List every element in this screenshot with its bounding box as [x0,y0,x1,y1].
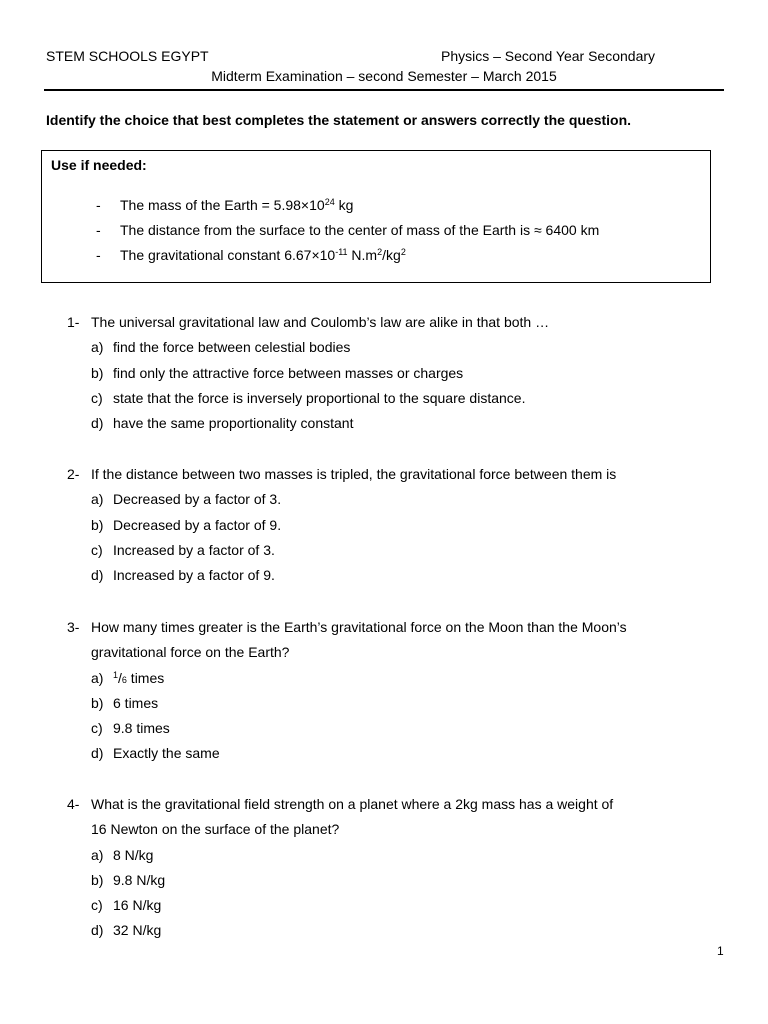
exam-title: Midterm Examination – second Semester – March 2015 [211,68,557,84]
option-c: c) 16 N/kg [91,897,162,914]
option-b: b) 9.8 N/kg [91,871,166,888]
option-c: c) Increased by a factor of 3. [91,541,275,558]
page-number: 1 [717,944,724,958]
constants-box [41,150,711,283]
question-1 [67,312,549,438]
option-a: a) Decreased by a factor of 3. [91,491,282,508]
fraction-slash: / [118,669,122,686]
header-divider [44,89,724,91]
question-text-cont: 16 Newton on the surface of the planet? [91,821,340,838]
question-number: 4- [67,796,80,812]
instruction-text: Identify the choice that best completes the statement or answers correctly the question. [46,112,632,128]
option-d: d) Exactly the same [91,745,220,762]
constant-gravitational: - The gravitational constant $6.67\times 10^{-11}$ $N.m^2/kg^2$ [96,247,406,263]
constants-box-title: Use if needed: [51,157,147,173]
constant-earth-radius: - The distance from the surface to the center of mass of the Earth is ≈ 6400 km [96,222,600,238]
question-number: 1- [67,314,80,330]
option-c: c) 9.8 times [91,720,170,737]
option-d: d) 32 N/kg [91,922,162,939]
question-number: 2- [67,466,80,482]
question-4 [67,794,613,946]
option-c: c) state that the force is inversely proportional to the square distance. [91,389,526,406]
question-text: What is the gravitational field strength on a planet where a 2kg mass has a weight of [91,796,614,812]
option-a: a) 8 N/kg [91,846,154,863]
question-text: If the distance between two masses is tripled, the gravitational force between them is [91,466,617,482]
option-a: a) find the force between celestial bodies [91,339,351,356]
subject-title: Physics – Second Year Secondary [441,48,656,64]
option-a: a) $^1/_6$ times [91,669,165,686]
question-text-cont: gravitational force on the Earth? [91,644,290,661]
option-b: b) 6 times [91,694,159,711]
question-3 [67,617,627,769]
option-b: b) find only the attractive force between masses or charges [91,364,464,381]
question-2 [67,464,616,590]
question-text: The universal gravitational law and Coulomb’s law are alike in that both … [91,314,550,330]
constant-earth-mass: - The mass of the Earth = $5.98\times 10^{24}$ kg [96,197,354,213]
option-d: d) have the same proportionality constant [91,415,354,432]
fraction-denominator: 6 [121,674,127,685]
school-name: STEM SCHOOLS EGYPT [46,48,209,64]
option-b: b) Decreased by a factor of 9. [91,516,282,533]
fraction-numerator: 1 [113,669,119,680]
option-d: d) Increased by a factor of 9. [91,567,275,584]
question-text: How many times greater is the Earth’s gravitational force on the Moon than the Moon’s [91,619,627,635]
constants-list [96,195,599,270]
question-number: 3- [67,619,80,635]
